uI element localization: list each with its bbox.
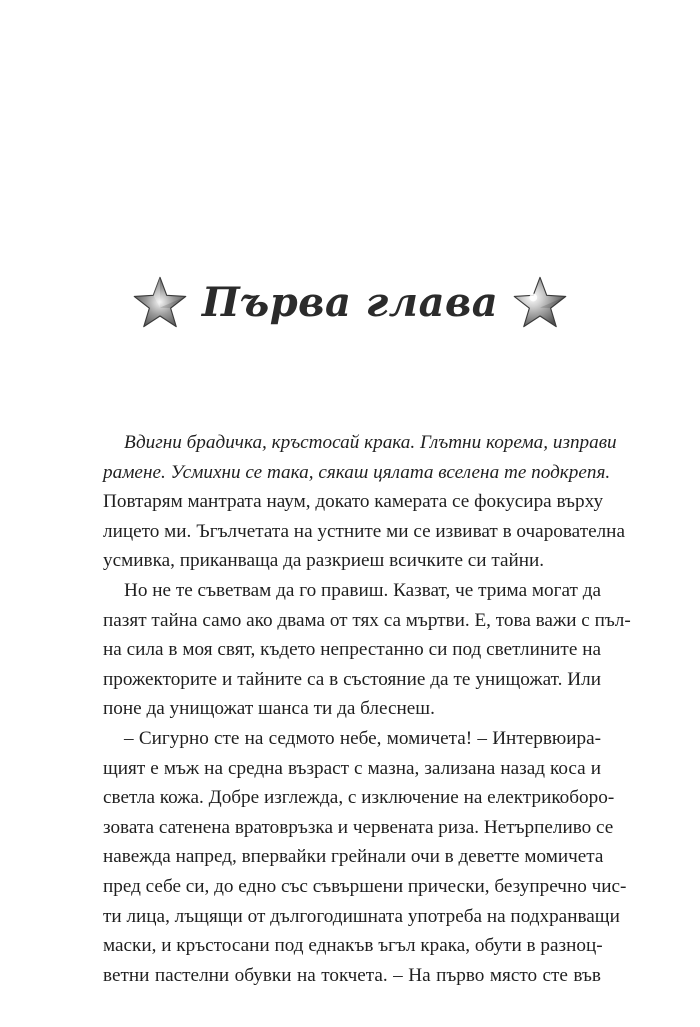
text-line: щият е мъж на средна възраст с мазна, зализана назад коса и [103,757,601,779]
text-line: усмивка, приканваща да разкриеш всичките си тайни. [103,550,545,572]
text-line: рамене. Усмихни се така, сякаш цялата вселена те подкрепя. [103,461,611,483]
text-line: Повтарям мантрата наум, докато камерата се фокусира върху [103,491,604,513]
chapter-heading [0,262,700,342]
chapter-title: Първа глава [201,278,499,326]
star-icon [132,274,188,330]
text-line: ти лица, лъщящи от дългогодишната употреба на подхранващи [103,905,620,927]
text-line: – Сигурно сте на седмото небе, момичета! – Интервюира- [124,727,601,749]
text-line: лицето ми. Ъгълчетата на устните ми се извиват в очарователна [103,520,625,542]
text-line: поне да унищожат шанса ти да блеснеш. [103,698,435,720]
text-line: пазят тайна само ако двама от тях са мъртви. Е, това важи с пъл- [103,609,631,631]
text-line: прожекторите и тайните са в състояние да те унищожат. Или [103,668,601,690]
star-icon [512,274,568,330]
text-line: Вдигни брадичка, кръстосай крака. Глътни корема, изправи [124,432,617,453]
chapter-text [103,428,631,990]
text-line: маски, и кръстосани под еднакъв ъгъл крака, обути в разноц- [103,935,603,957]
text-line: ветни пастелни обувки на токчета. – На първо място сте във [103,964,601,986]
text-line: на сила в моя свят, където непрестанно си под светлините на [103,639,601,661]
text-line: навежда напред, впервайки грейнали очи в деветте момичета [103,846,604,868]
text-line: зовата сатенена вратовръзка и червената риза. Нетърпеливо се [103,816,614,838]
text-line: светла кожа. Добре изглежда, с изключение на електрикоборо- [103,787,615,809]
text-line: пред себе си, до едно със съвършени прически, безупречно чис- [103,875,627,897]
text-line: Но не те съветвам да го правиш. Казват, че трима могат да [124,579,601,601]
